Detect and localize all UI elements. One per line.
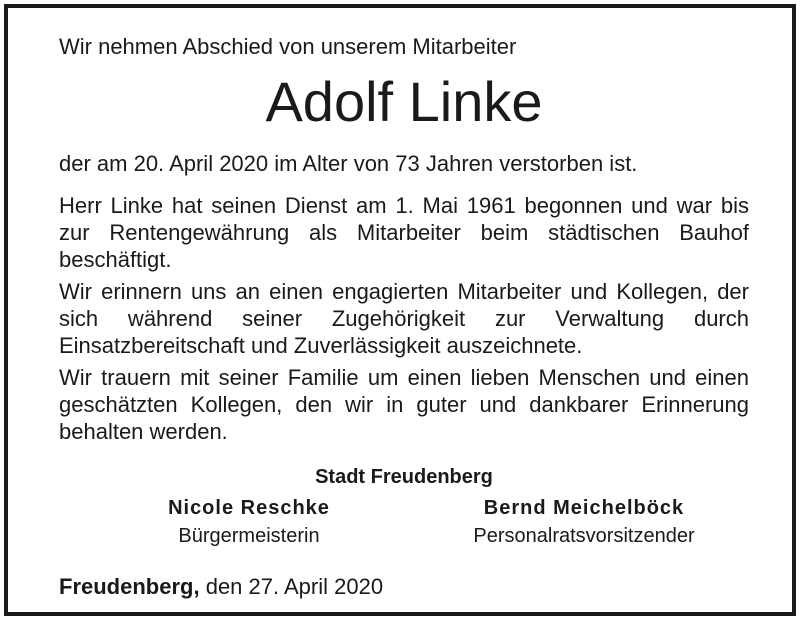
signatory-name: Bernd Meichelböck <box>483 497 685 519</box>
paragraph-mourning: Wir trauern mit seiner Familie um einen lieben Menschen und einen geschätzten Kollegen, den wir in guter und dankbarer Erinnerung behalten werden. <box>59 365 749 444</box>
signatory-name: Nicole Reschke <box>168 497 330 519</box>
signatory-role: Personalratsvorsitzender <box>473 525 695 547</box>
city-name: Stadt Freudenberg <box>315 466 493 488</box>
death-info: der am 20. April 2020 im Alter von 73 Jahren verstorben ist. <box>59 151 638 176</box>
notice-frame <box>4 4 796 616</box>
signatory-role: Bürgermeisterin <box>178 525 320 547</box>
deceased-name: Adolf Linke <box>265 70 543 133</box>
signatory-left <box>149 495 349 551</box>
place-date <box>59 574 383 600</box>
paragraph-service: Herr Linke hat seinen Dienst am 1. Mai 1961 begonnen und war bis zur Rentengewährung als Mitarbeiter beim städtischen Bauhof beschäftigt. <box>59 193 749 272</box>
paragraph-remembrance: Wir erinnern uns an einen engagierten Mitarbeiter und Kollegen, der sich während seiner Zugehörigkeit zur Verwaltung durch Einsatzbereitschaft und Zuverlässigkeit auszeichnete. <box>59 279 749 358</box>
body-text <box>59 192 749 450</box>
footer-date: den 27. April 2020 <box>205 574 384 599</box>
intro-text: Wir nehmen Abschied von unserem Mitarbeiter <box>59 34 517 59</box>
signatory-right <box>439 495 729 551</box>
footer-place: Freudenberg, <box>59 574 200 599</box>
